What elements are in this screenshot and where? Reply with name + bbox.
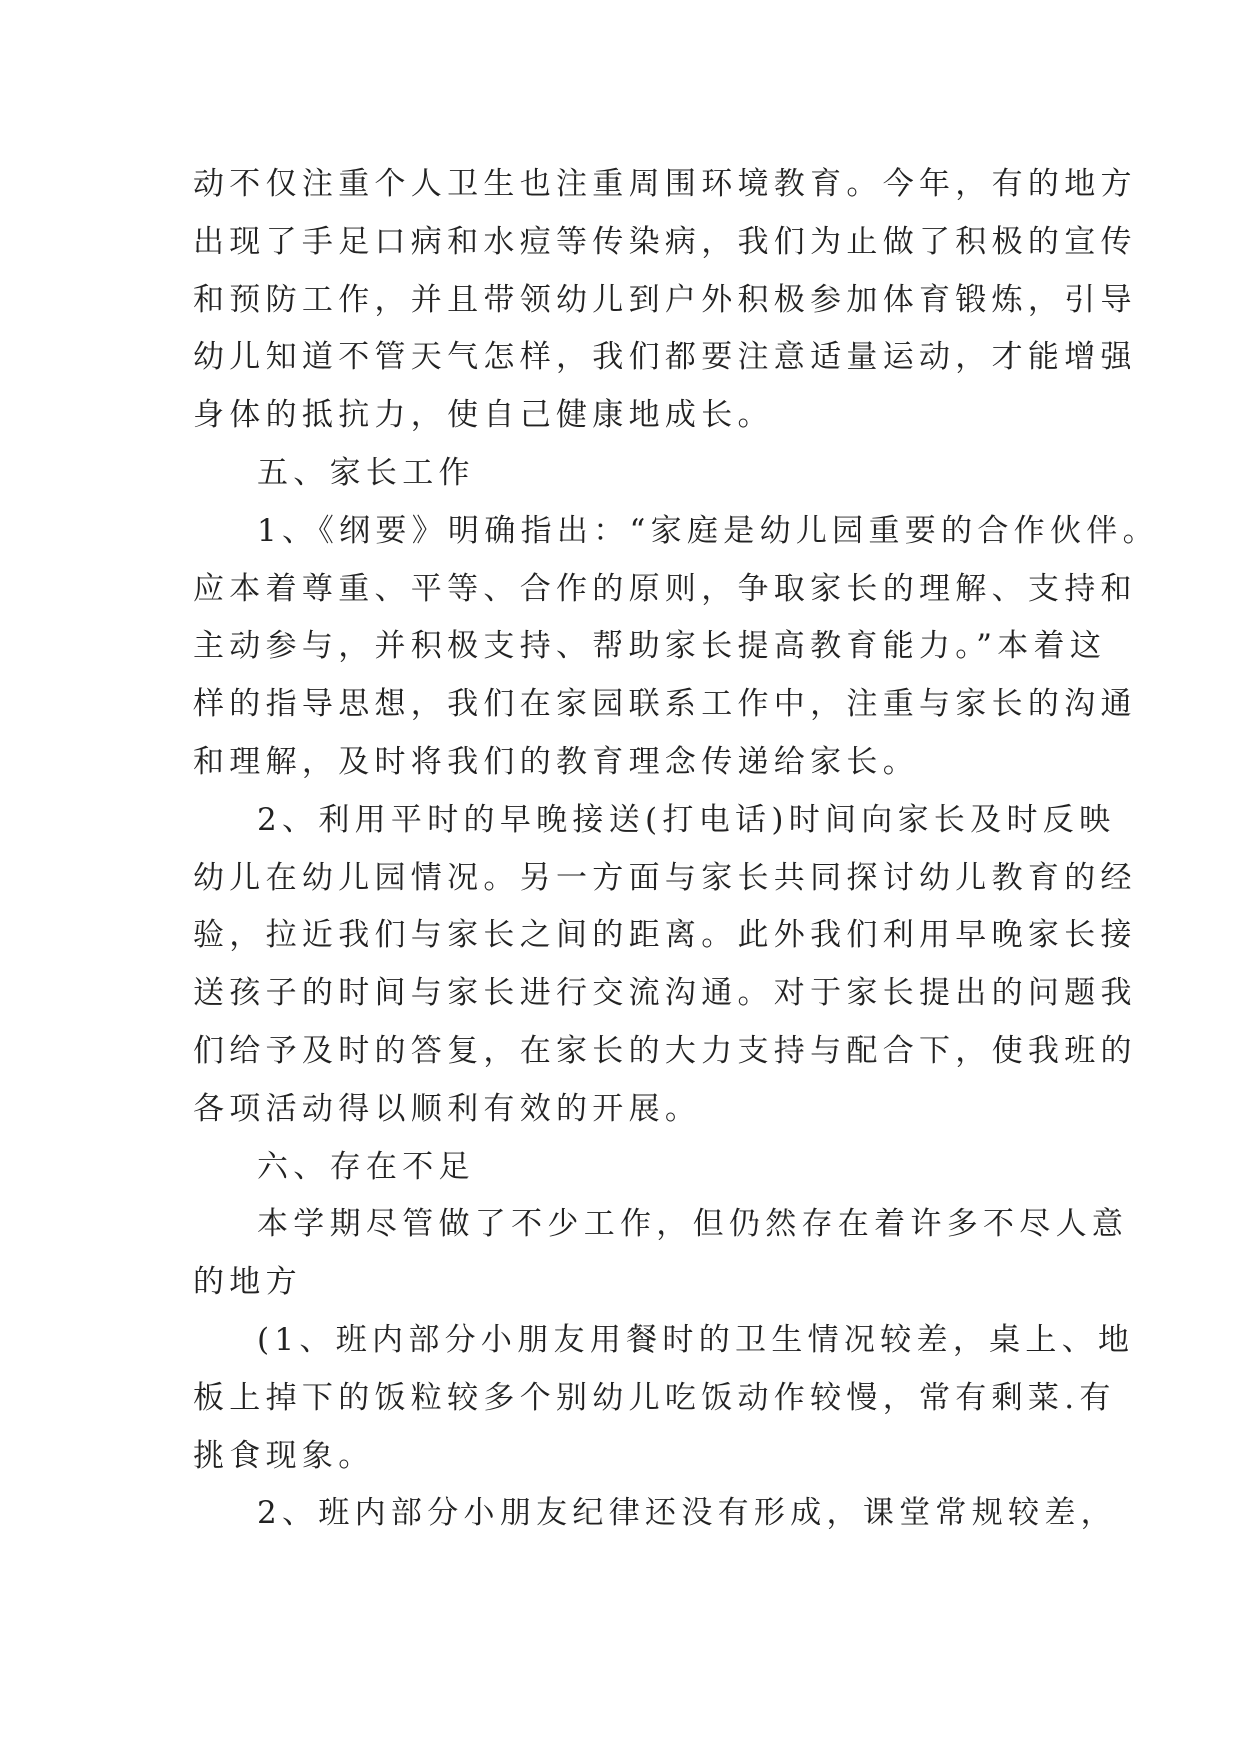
text-line: 动不仅注重个人卫生也注重周围环境教育。今年，有的地方 — [193, 166, 1137, 202]
text-line: 幼儿知道不管天气怎样，我们都要注意适量运动，才能增强 — [193, 339, 1137, 376]
text-line: 验，拉近我们与家长之间的距离。此外我们利用早晚家长接 — [193, 917, 1137, 954]
section-heading-shortcomings: 六、存在不足 — [257, 1148, 475, 1185]
text-line: 和理解，及时将我们的教育理念传递给家长。 — [193, 743, 919, 780]
text-line: (1、班内部分小朋友用餐时的卫生情况较差，桌上、地 — [257, 1321, 1135, 1358]
text-line: 挑食现象。 — [193, 1437, 375, 1474]
section-heading-parent-work: 五、家长工作 — [257, 454, 475, 491]
text-line: 1、《纲要》明确指出：“家庭是幼儿园重要的合作伙伴。 — [257, 512, 1159, 549]
text-line: 本学期尽管做了不少工作，但仍然存在着许多不尽人意 — [257, 1206, 1129, 1243]
text-line: 样的指导思想，我们在家园联系工作中，注重与家长的沟通 — [193, 686, 1137, 723]
text-line: 幼儿在幼儿园情况。另一方面与家长共同探讨幼儿教育的经 — [193, 859, 1137, 896]
text-line: 主动参与，并积极支持、帮助家长提高教育能力。”本着这 — [193, 628, 1107, 665]
text-line: 送孩子的时间与家长进行交流沟通。对于家长提出的问题我 — [193, 975, 1137, 1012]
text-line: 板上掉下的饭粒较多个别幼儿吃饭动作较慢，常有剩菜.有 — [193, 1379, 1116, 1416]
text-line: 应本着尊重、平等、合作的原则，争取家长的理解、支持和 — [193, 570, 1137, 607]
text-line: 2、班内部分小朋友纪律还没有形成，课堂常规较差， — [257, 1495, 1117, 1532]
text-line: 2、利用平时的早晚接送(打电话)时间向家长及时反映 — [257, 801, 1116, 838]
document-body — [193, 156, 1159, 1543]
text-line: 和预防工作，并且带领幼儿到户外积极参加体育锻炼，引导 — [193, 281, 1137, 318]
text-line: 身体的抵抗力，使自己健康地成长。 — [193, 397, 774, 434]
text-line: 出现了手足口病和水痘等传染病，我们为止做了积极的宣传 — [193, 223, 1137, 260]
text-line: 们给予及时的答复，在家长的大力支持与配合下，使我班的 — [193, 1032, 1137, 1069]
text-line: 各项活动得以顺利有效的开展。 — [193, 1090, 702, 1127]
text-line: 的地方 — [193, 1264, 302, 1301]
